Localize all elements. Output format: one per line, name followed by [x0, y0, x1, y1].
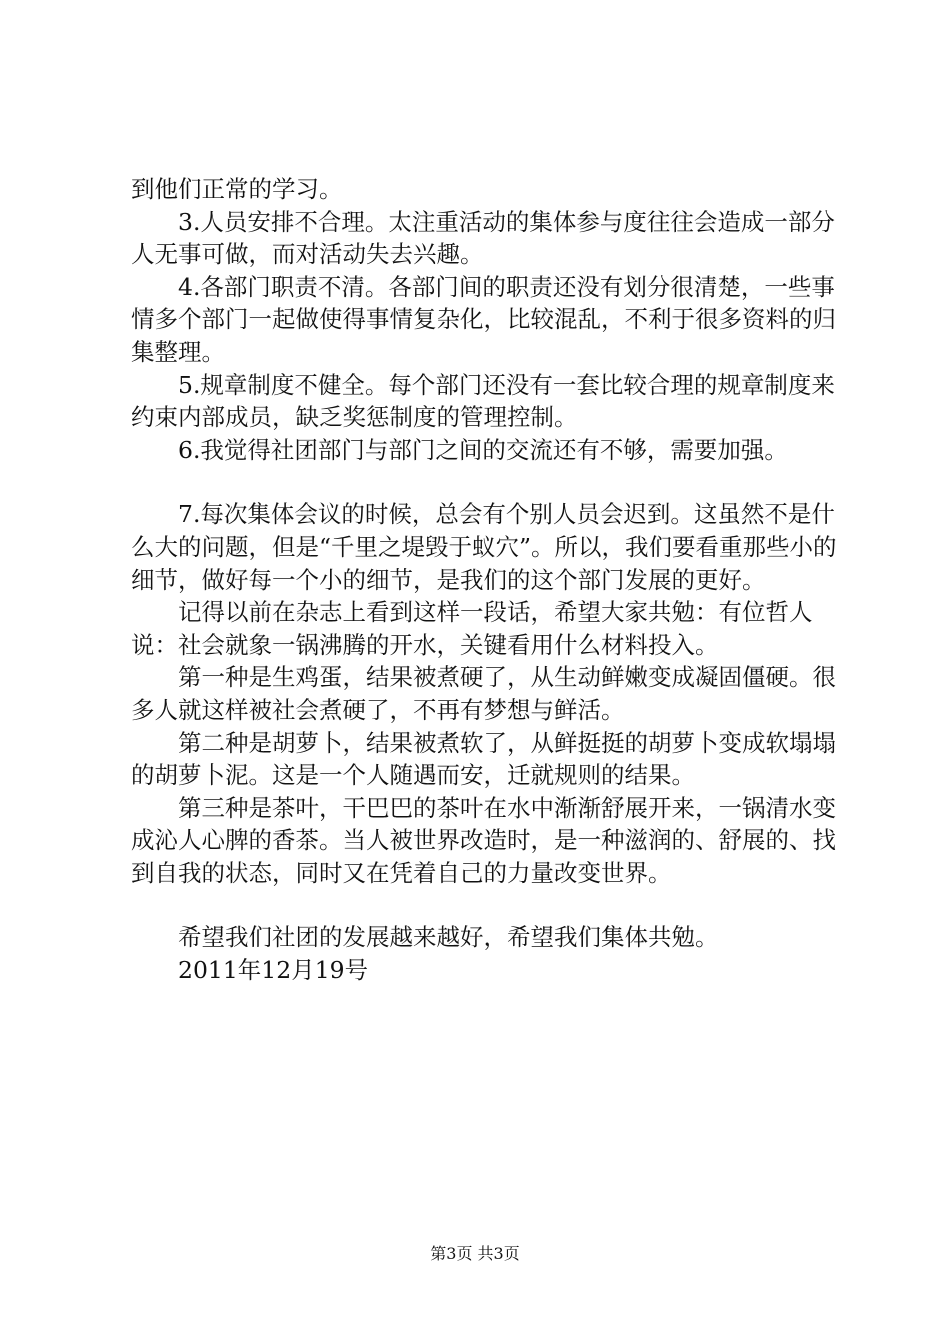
- paragraph-tea: 第三种是茶叶，干巴巴的茶叶在水中渐渐舒展开来，一锅清水变成沁人心脾的香茶。当人被世界改造时，是一种滋润的、舒展的、找到自我的状态，同时又在凭着自己的力量改变世界。: [131, 793, 836, 887]
- paragraph-item-3: 3.人员安排不合理。太注重活动的集体参与度往往会造成一部分人无事可做，而对活动失去兴趣。: [131, 207, 835, 269]
- paragraph-gap: [131, 466, 851, 498]
- paragraph-quote-intro: 记得以前在杂志上看到这样一段话，希望大家共勉：有位哲人说：社会就象一锅沸腾的开水，关键看用什么材料投入。: [131, 598, 813, 659]
- document-body: [131, 173, 851, 987]
- paragraph-closing: 希望我们社团的发展越来越好，希望我们集体共勉。: [178, 923, 719, 952]
- paragraph-gap: [131, 889, 851, 921]
- paragraph-egg: 第一种是生鸡蛋，结果被煮硬了，从生动鲜嫩变成凝固僵硬。很多人就这样被社会煮硬了，不再有梦想与鲜活。: [131, 663, 836, 724]
- paragraph-item-7: 7.每次集体会议的时候，总会有个别人员会迟到。这虽然不是什么大的问题，但是“千里之堤毁于蚁穴”。所以，我们要看重那些小的细节，做好每一个小的细节，是我们的这个部门发展的更好。: [131, 500, 837, 594]
- paragraph-carrot: 第二种是胡萝卜，结果被煮软了，从鲜挺挺的胡萝卜变成软塌塌的胡萝卜泥。这是一个人随遇而安，迁就规则的结果。: [131, 728, 836, 790]
- paragraph-item-6: 6.我觉得社团部门与部门之间的交流还有不够，需要加强。: [178, 435, 788, 464]
- document-date: 2011年12月19号: [178, 956, 369, 985]
- paragraph-item-5: 5.规章制度不健全。每个部门还没有一套比较合理的规章制度来约束内部成员，缺乏奖惩制度的管理控制。: [131, 370, 835, 432]
- paragraph-item-4: 4.各部门职责不清。各部门间的职责还没有划分很清楚，一些事情多个部门一起做使得事情复杂化，比较混乱，不利于很多资料的归集整理。: [131, 272, 836, 366]
- page-footer: 第3页 共3页: [430, 1244, 520, 1263]
- paragraph-continuation: 到他们正常的学习。: [131, 175, 343, 203]
